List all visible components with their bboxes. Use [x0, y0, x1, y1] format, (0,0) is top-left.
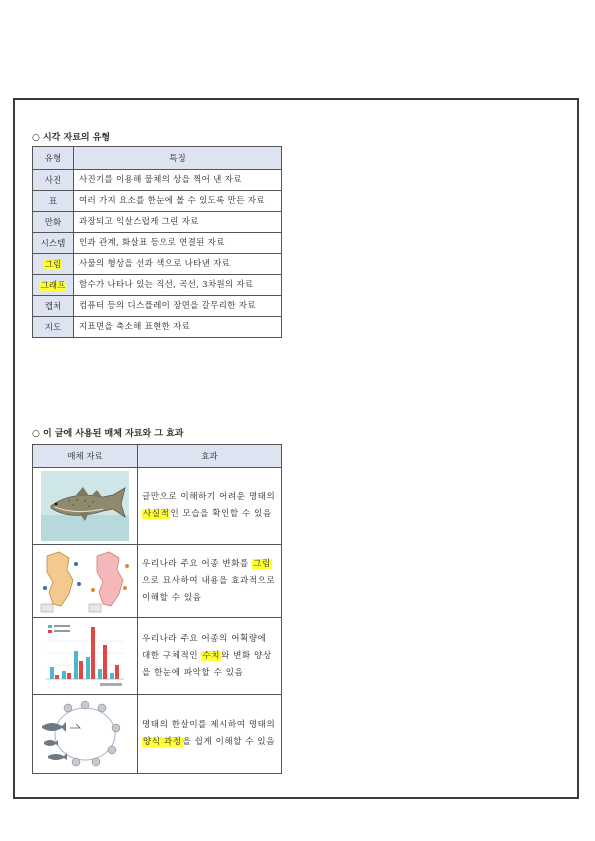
type-cell	[33, 296, 74, 317]
life-cycle-diagram-icon	[40, 698, 130, 770]
effect-text: 우리나라 주요 어종의 어획량에 대한 구체적인	[142, 633, 267, 661]
header-effect: 효과	[138, 445, 282, 468]
type-cell	[33, 254, 74, 275]
effect-text: 글만으로 이해하기 어려운 명태의	[142, 492, 276, 502]
effect-highlight: 그림	[253, 558, 271, 569]
desc-cell: 지표면을 축소해 표현한 자료	[74, 317, 282, 338]
type-label: 지도	[44, 323, 62, 333]
type-label: 표	[48, 197, 58, 207]
desc-cell: 사진기를 이용해 물체의 상을 찍어 낸 자료	[74, 170, 282, 191]
header-feature: 특징	[74, 147, 282, 170]
effect-text: 으로 묘사하여 내용을 효과적으로 이해할 수 있음	[142, 575, 276, 603]
effect-text: 을 쉽게 이해할 수 있음	[182, 737, 276, 747]
media-effects-table	[32, 444, 282, 774]
visual-types-table	[32, 146, 282, 338]
type-cell	[33, 212, 74, 233]
type-label-highlighted: 그래프	[40, 281, 66, 291]
fish-photo-icon	[41, 471, 129, 541]
media-cell	[33, 545, 138, 618]
desc-cell: 컴퓨터 등의 디스플레이 장면을 갈무리한 자료	[74, 296, 282, 317]
media-cell	[33, 618, 138, 695]
desc-cell: 사물의 형상을 선과 색으로 나타낸 자료	[74, 254, 282, 275]
effect-text: 와 변화 양상을 한눈에 파악할 수 있음	[142, 650, 272, 678]
table-row	[33, 618, 282, 695]
table-row	[33, 468, 282, 545]
effect-text: 우리나라 주요 어종 변화를	[142, 558, 253, 569]
table-row	[33, 233, 282, 254]
effect-cell	[138, 618, 282, 695]
effect-text: 명태의 한살이를 제시하여 명태의	[142, 720, 276, 730]
desc-cell: 과장되고 익살스럽게 그린 자료	[74, 212, 282, 233]
type-label-highlighted: 그림	[44, 260, 62, 270]
effect-highlight: 양식 과정	[143, 737, 182, 747]
table-row	[33, 545, 282, 618]
effect-highlight: 수치	[202, 650, 221, 661]
effect-cell	[138, 695, 282, 774]
media-cell	[33, 695, 138, 774]
media-cell	[33, 468, 138, 545]
type-cell	[33, 317, 74, 338]
section-title-media-effects: ○ 이 글에 사용된 매체 자료와 그 효과	[32, 429, 184, 439]
type-cell	[33, 170, 74, 191]
bar-graph-icon	[40, 621, 130, 691]
section-title-visual-types: ○ 시각 자료의 유형	[32, 133, 111, 143]
desc-cell: 인과 관계, 화살표 등으로 연결된 자료	[74, 233, 282, 254]
desc-cell: 함수가 나타나 있는 직선, 곡선, 3차원의 자료	[74, 275, 282, 296]
type-cell	[33, 191, 74, 212]
type-label: 사진	[44, 176, 62, 186]
table-header-row	[33, 445, 282, 468]
korea-maps-icon	[39, 548, 131, 614]
type-cell	[33, 275, 74, 296]
table-row	[33, 170, 282, 191]
table-row	[33, 212, 282, 233]
effect-text: 인 모습을 확인할 수 있음	[170, 509, 272, 519]
desc-cell: 여러 가지 요소를 한눈에 볼 수 있도록 만든 자료	[74, 191, 282, 212]
effect-cell	[138, 545, 282, 618]
table-row	[33, 695, 282, 774]
table-row	[33, 296, 282, 317]
type-cell	[33, 233, 74, 254]
table-header-row	[33, 147, 282, 170]
type-label: 시스템	[40, 239, 66, 249]
type-label: 만화	[44, 218, 62, 228]
table-row	[33, 275, 282, 296]
table-row	[33, 191, 282, 212]
header-media: 매체 자료	[33, 445, 138, 468]
table-row	[33, 317, 282, 338]
header-type: 유형	[33, 147, 74, 170]
table-row	[33, 254, 282, 275]
type-label: 캡처	[44, 302, 62, 312]
effect-cell	[138, 468, 282, 545]
effect-highlight: 사실적	[143, 509, 170, 519]
